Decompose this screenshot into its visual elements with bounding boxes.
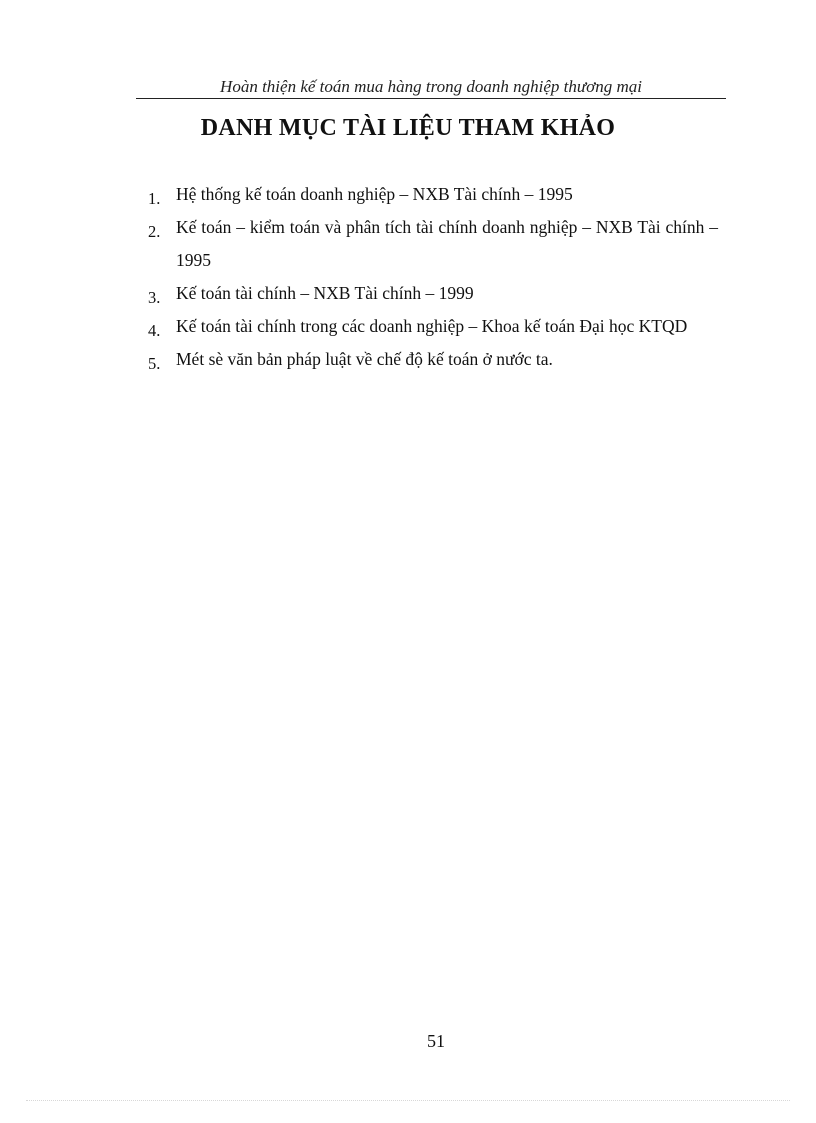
reference-list	[148, 178, 718, 376]
reference-number: 2.	[148, 222, 161, 241]
footer-divider	[26, 1100, 790, 1101]
reference-text: Hệ thống kế toán doanh nghiệp – NXB Tài chính – 1995	[176, 184, 573, 204]
reference-text: Mét sè văn bản pháp luật về chế độ kế toán ở nước ta.	[176, 349, 553, 369]
reference-text: Kế toán tài chính – NXB Tài chính – 1999	[176, 283, 474, 303]
reference-item	[148, 277, 718, 310]
running-header: Hoàn thiện kế toán mua hàng trong doanh nghiệp thương mại	[136, 76, 726, 99]
page-number: 51	[427, 1031, 445, 1051]
reference-item	[148, 211, 718, 277]
reference-text: Kế toán – kiểm toán và phân tích tài chính doanh nghiệp – NXB Tài chính – 1995	[176, 217, 718, 270]
page-title: DANH MỤC TÀI LIỆU THAM KHẢO	[200, 115, 616, 141]
reference-text: Kế toán tài chính trong các doanh nghiệp – Khoa kế toán Đại học KTQD	[176, 316, 688, 336]
reference-item	[148, 310, 718, 343]
reference-number: 5.	[148, 354, 161, 373]
reference-number: 4.	[148, 321, 161, 340]
reference-number: 1.	[148, 189, 161, 208]
reference-item	[148, 178, 718, 211]
reference-item	[148, 343, 718, 376]
reference-number: 3.	[148, 288, 161, 307]
